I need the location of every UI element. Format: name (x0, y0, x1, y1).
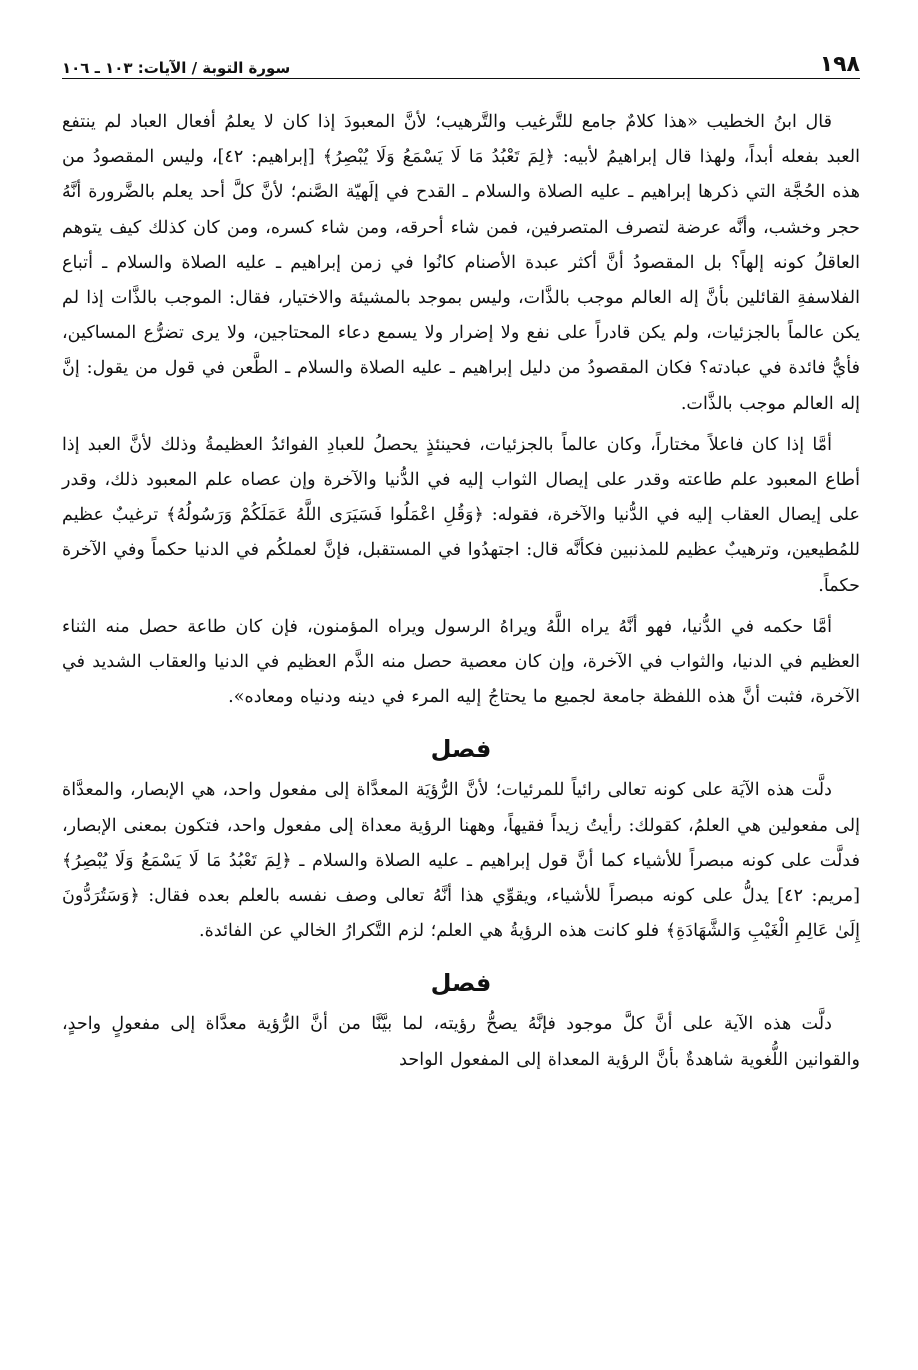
paragraph: أمَّا إذا كان فاعلاً مختاراً، وكان عالماً بالجزئيات، فحينئذٍ يحصلُ للعبادِ الفوائدُ العظيمةُ وذلك لأنَّ العبد إذا أطاع المعبود علم طاعته وقدر على إيصال الثواب إليه في الدُّنيا والآخرة وإن عصاه علم المعبود ذلك، وقدر على إيصال العقاب إليه في الدُّنيا والآخرة، فقوله: ﴿وَقُلِ اعْمَلُوا فَسَيَرَى اللَّهُ عَمَلَكُمْ وَرَسُولُهُ﴾ ترغيبٌ عظيم للمُطيعين، وترهيبٌ عظيم للمذنبين فكأنَّه قال: اجتهدُوا في المستقبل، فإنَّ لعملكُم في الدنيا حكماً وفي الآخرة حكماً. (62, 434, 861, 596)
body-text (62, 105, 860, 1078)
section-heading: فصل (430, 969, 492, 998)
paragraph: قال ابنُ الخطيب «هذا كلامٌ جامع للتَّرغيب والتَّرهيب؛ لأنَّ المعبودَ إذا كان لا يعلمُ أفعال العباد لم ينتفع العبد بفعله أبداً، ولهذا قال إبراهيمُ لأبيه: ﴿لِمَ تَعْبُدُ مَا لَا يَسْمَعُ وَلَا يُبْصِرُ﴾ [إبراهيم: ٤٢]، وليس المقصودُ من هذه الحُجَّة التي ذكرها إبراهيم ـ عليه الصلاة والسلام ـ القدح في إلَهيّة الصَّنم؛ لأنَّ كلَّ أحد يعلم بالضَّرورة أنَّهُ حجر وخشب، وأنَّه عرضة لتصرف المتصرفين، فمن شاء أحرقه، ومن شاء كسره، ومن كان كذلك كيف يتوهم العاقلُ كونه إلهاً؟ بل المقصودُ أنَّ أكثر عبدة الأصنام كانُوا في زمن إبراهيم ـ عليه الصلاة والسلام ـ أتباع الفلاسفةِ القائلين بأنَّ إله العالم موجب بالذَّات، وليس بموجد بالمشيئة والاختيار، فقال: الموجب بالذَّات إذا لم يكن عالماً بالجزئيات، ولم يكن قادراً على نفع ولا إضرار ولا يسمع دعاء المحتاجين، ولا يرى تضرُّع المساكين، فأيُّ فائدة في عبادته؟ فكان المقصودُ من دليل إبراهيم ـ عليه الصلاة والسلام ـ الطَّعن في قول من يقول: إنَّ إله العالم موجب بالذَّات. (62, 112, 860, 414)
document-page (62, 40, 860, 1350)
paragraph: دلَّت هذه الآيَة على كونه تعالى رائياً للمرئيات؛ لأنَّ الرُّؤيَة المعدَّاة إلى مفعول واحد، هي الإبصار، والمعدَّاة إلى مفعولين هي العلمُ، كقولك: رأيتُ زيداً فقيهاً، وههنا الرؤية معداة إلى مفعول واحد، فتكون بمعنى الإبصار، فدلَّت على كونه مبصراً للأشياء كما أنَّ قول إبراهيم ـ عليه الصلاة والسلام ـ ﴿لِمَ تَعْبُدُ مَا لَا يَسْمَعُ وَلَا يُبْصِرُ﴾ [مريم: ٤٢] يدلُّ على كونه مبصراً للأشياء، ويقوِّي هذا أنَّهُ تعالى وصف نفسه بالعلم بعده فقال: ﴿وَسَتُرَدُّونَ إِلَىٰ عَالِمِ الْغَيْبِ وَالشَّهَادَةِ﴾ فلو كانت هذه الرؤيةُ هي العلم؛ لزم التَّكرارُ الخالي عن الفائدة. (62, 780, 860, 942)
paragraph: دلَّت هذه الآية على أنَّ كلَّ موجود فإنَّهُ يصحُّ رؤيته، لما بيَّنَّا من أنَّ الرُّؤية معدَّاة إلى مفعولٍ واحدٍ، والقوانين اللُّغوية شاهدةٌ بأنَّ الرؤية المعداة إلى المفعول الواحد (62, 1014, 860, 1070)
running-header-title: سورة التوبة / الآيات: ١٠٣ ـ ١٠٦ (62, 59, 291, 77)
running-header (62, 40, 860, 79)
paragraph: أمَّا حكمه في الدُّنيا، فهو أنَّهُ يراه اللَّهُ ويراهُ الرسول ويراه المؤمنون، فإن كان طاعة حصل منه الثناء العظيم في الدنيا، والثواب في الآخرة، وإن كان معصية حصل منه الذَّم العظيم في الدنيا والعقاب الشديد في الآخرة، فثبت أنَّ هذه اللفظة جامعة لجميع ما يحتاجُ إليه المرء في دينه ودنياه ومعاده». (62, 616, 860, 708)
page-number: ١٩٨ (819, 52, 860, 77)
section-heading: فصل (430, 735, 492, 764)
